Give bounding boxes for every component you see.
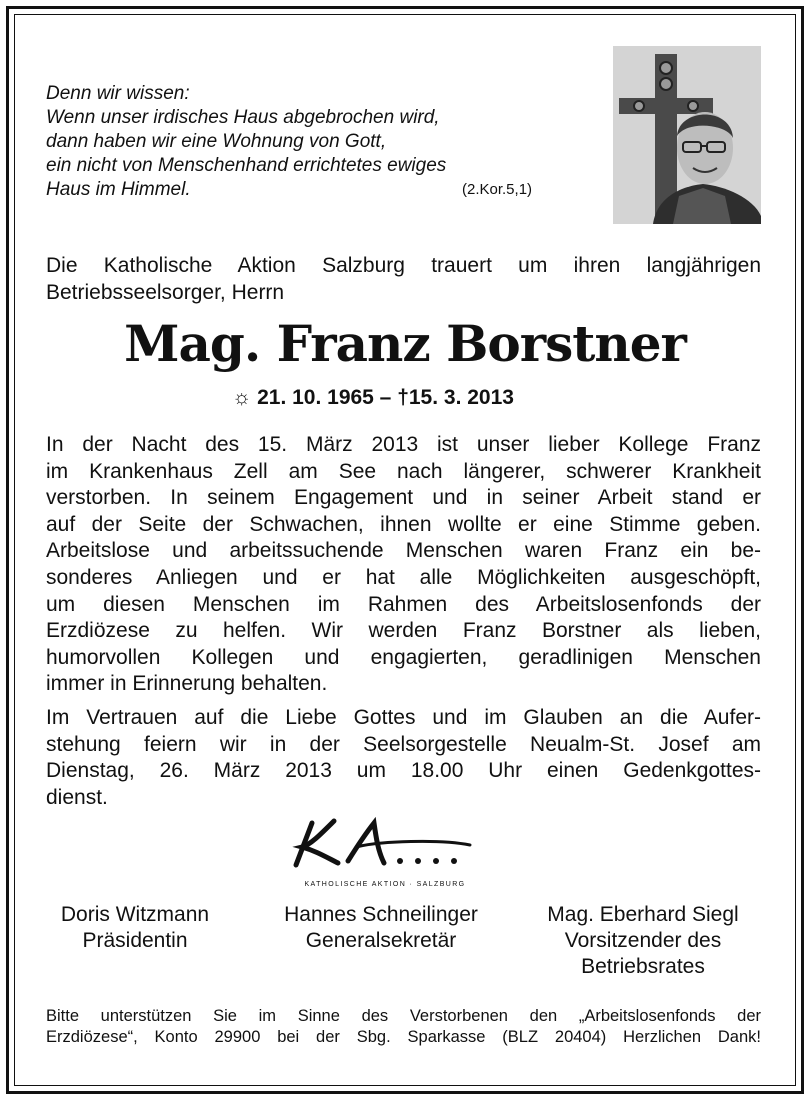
signatory-name: Doris Witzmann	[60, 903, 210, 926]
body-line: stehung feiern wir in der Seelsorgestelle Neualm-St. Josef am	[46, 732, 761, 756]
body-line: auf der Seite der Schwachen, ihnen wollte er eine Stimme geben.	[46, 512, 761, 536]
ka-logo-mark	[290, 815, 480, 890]
obituary-body	[46, 432, 761, 818]
life-dates: ☼ 21. 10. 1965 – †15. 3. 2013	[232, 386, 514, 409]
verse-line: ein nicht von Menschenhand errichtetes ewiges	[46, 155, 447, 176]
body-line: Arbeitslose und arbeitssuchende Menschen waren Franz ein be-	[46, 539, 761, 563]
verse-line: Haus im Himmel.	[46, 179, 191, 200]
bible-verse	[46, 82, 566, 202]
donation-note	[46, 1006, 761, 1048]
body-line: im Krankenhaus Zell am See nach längerer, schwerer Krankheit	[46, 459, 761, 483]
verse-reference: (2.Kor.5,1)	[462, 181, 533, 198]
ka-logo	[290, 815, 480, 890]
footer-line: Erzdiözese“, Konto 29900 bei der Sbg. Sparkasse (BLZ 20404) Herzlichen Dank!	[46, 1028, 761, 1046]
signatory-president	[40, 902, 230, 954]
signatory-title: Präsidentin	[82, 929, 188, 952]
signatory-title: Vorsitzender des	[564, 929, 722, 952]
paragraph-2	[46, 705, 761, 811]
portrait-photo	[613, 46, 761, 224]
body-line: verstorben. In seinem Engagement und in seiner Arbeit stand er	[46, 486, 761, 510]
intro-text	[46, 252, 761, 306]
body-line: Erzdiözese zu helfen. Wir werden Franz Borstner als lieben,	[46, 619, 761, 643]
signatory-works-council	[512, 902, 774, 980]
signatory-title: Generalsekretär	[305, 929, 457, 952]
deceased-name: Mag. Franz Borstner	[124, 314, 686, 373]
signatory-secretary	[256, 902, 506, 954]
portrait-image	[613, 46, 761, 224]
body-line: Dienstag, 26. März 2013 um 18.00 Uhr einen Gedenkgottes-	[46, 759, 761, 783]
intro-line: Betriebsseelsorger, Herrn	[46, 281, 285, 304]
body-line: immer in Erinnerung behalten.	[46, 672, 328, 696]
signatory-title: Betriebsrates	[581, 955, 705, 978]
body-line: In der Nacht des 15. März 2013 ist unser lieber Kollege Franz	[46, 433, 761, 456]
intro-line: Die Katholische Aktion Salzburg trauert um ihren langjährigen	[46, 254, 761, 277]
ka-logo-subtitle: KATHOLISCHE AKTION · SALZBURG	[304, 881, 466, 888]
paragraph-1	[46, 432, 761, 698]
signatory-name: Hannes Schneilinger	[284, 903, 478, 926]
verse-line: Denn wir wissen:	[46, 83, 190, 104]
body-line: um diesen Menschen im Rahmen des Arbeitslosenfonds der	[46, 592, 761, 616]
body-line: sonderes Anliegen und er hat alle Möglichkeiten ausgeschöpft,	[46, 565, 761, 589]
signatory-name: Mag. Eberhard Siegl	[547, 903, 739, 926]
verse-line: dann haben wir eine Wohnung von Gott,	[46, 131, 387, 152]
body-line: humorvollen Kollegen und engagierten, geradlinigen Menschen	[46, 645, 761, 669]
body-line: dienst.	[46, 785, 108, 809]
footer-line: Bitte unterstützen Sie im Sinne des Verstorbenen den „Arbeitslosenfonds der	[46, 1007, 761, 1025]
verse-line: Wenn unser irdisches Haus abgebrochen wird,	[46, 107, 440, 128]
body-line: Im Vertrauen auf die Liebe Gottes und im Glauben an die Aufer-	[46, 705, 761, 729]
